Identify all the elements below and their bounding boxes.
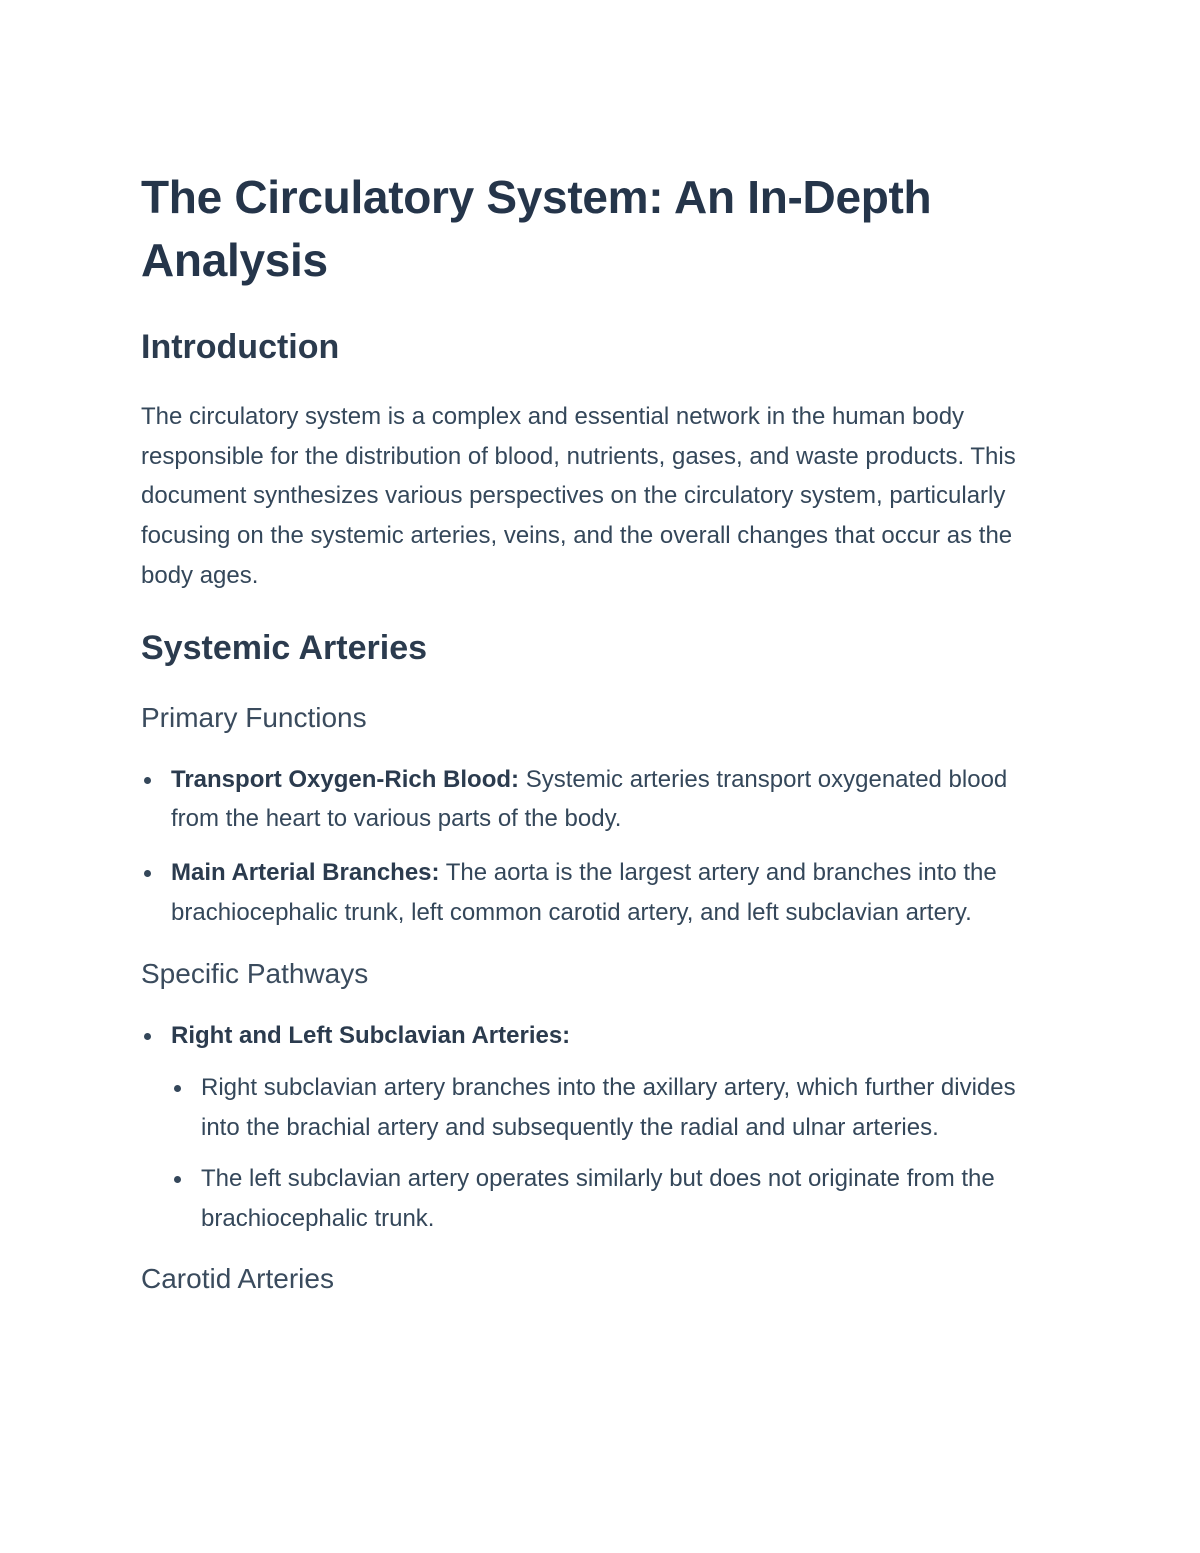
specific-pathways-list — [141, 1016, 1060, 1056]
list-item — [141, 853, 1060, 932]
list-item-text: Systemic arteries transport oxygenated blood from the heart to various parts of the body. — [171, 765, 1008, 833]
sublist-item — [171, 1159, 1060, 1238]
list-item-title: Right and Left Subclavian Arteries: — [171, 1022, 571, 1050]
subsection-heading-carotid-arteries: Carotid Arteries — [141, 1262, 334, 1294]
subsection-heading-primary-functions: Primary Functions — [141, 701, 367, 733]
list-item-text: The aorta is the largest artery and branches into the brachiocephalic trunk, left common carotid artery, and left subclavian artery. — [171, 858, 997, 926]
subsection-heading-specific-pathways: Specific Pathways — [141, 958, 369, 990]
subclavian-sublist — [141, 1068, 1060, 1239]
list-item — [141, 760, 1060, 839]
list-item-title: Main Arterial Branches: — [171, 858, 440, 886]
sublist-item-text: Right subclavian artery branches into the axillary artery, which further divides into the brachial artery and subsequently the radial and ulnar arteries. — [201, 1074, 1016, 1141]
list-item — [141, 1016, 1060, 1056]
bullet-icon — [174, 1085, 181, 1092]
introduction-paragraph: The circulatory system is a complex and essential network in the human body responsible for the distribution of blood, nutrients, gases, and waste products. This document synthesizes various perspectives on the circulatory system, particularly focusing on the systemic arteries, veins, and the overall changes that occur as the body ages. — [141, 403, 1016, 589]
section-heading-introduction: Introduction — [141, 328, 340, 366]
section-heading-systemic-arteries: Systemic Arteries — [141, 628, 428, 667]
bullet-icon — [144, 1033, 151, 1040]
bullet-icon — [144, 870, 151, 877]
list-item-title: Transport Oxygen-Rich Blood: — [171, 765, 520, 793]
document-title: The Circulatory System: An In-Depth Analysis — [141, 171, 932, 286]
primary-functions-list — [141, 760, 1060, 933]
bullet-icon — [144, 777, 151, 784]
sublist-item — [171, 1068, 1060, 1147]
sublist-item-text: The left subclavian artery operates similarly but does not originate from the brachiocephalic trunk. — [201, 1165, 995, 1233]
bullet-icon — [174, 1176, 181, 1183]
